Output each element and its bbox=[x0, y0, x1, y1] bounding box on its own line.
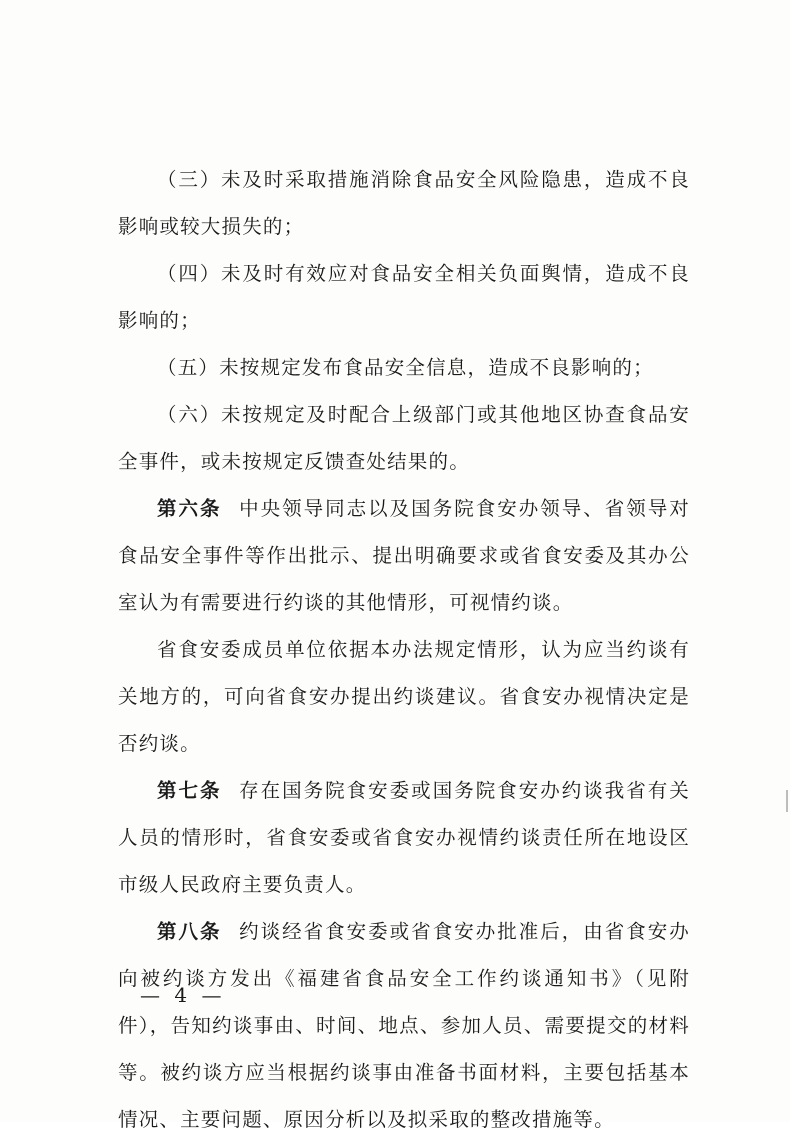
paragraph-text: 省食安委成员单位依据本办法规定情形，认为应当约谈有关地方的，可向省食安办提出约谈建议。省食安办视情决定是否约谈。 bbox=[118, 638, 690, 755]
article-7 bbox=[118, 767, 690, 908]
paragraph-text: 存在国务院食安委或国务院食安办约谈我省有关人员的情形时，省食安委或省食安办视情约谈责任所在地设区市级人民政府主要负责人。 bbox=[118, 779, 691, 896]
clause-3 bbox=[118, 156, 690, 250]
article-6 bbox=[118, 485, 690, 626]
paragraph-text: 中央领导同志以及国务院食安办领导、省领导对食品安全事件等作出批示、提出明确要求或省食安委及其办公室认为有需要进行约谈的其他情形，可视情约谈。 bbox=[118, 497, 691, 614]
clause-5 bbox=[118, 344, 690, 391]
clause-6 bbox=[118, 391, 690, 485]
paragraph-text: （六）未按规定及时配合上级部门或其他地区协查食品安全事件，或未按规定反馈查处结果的。 bbox=[118, 403, 690, 473]
article-title: 第七条 bbox=[157, 779, 222, 802]
page-number: — 4 — bbox=[140, 983, 226, 1007]
paragraph-text: 约谈经省食安委或省食安办批准后，由省食安办向被约谈方发出《福建省食品安全工作约谈通知书》（见附件），告知约谈事由、时间、地点、参加人员、需要提交的材料等。被约谈方应当根据约谈事由准备书面材料，主要包括基本情况、主要问题、原因分析以及拟采取的整改措施等。 bbox=[118, 920, 691, 1131]
article-6-paragraph-2 bbox=[118, 626, 690, 767]
article-title: 第六条 bbox=[157, 497, 222, 520]
article-title: 第八条 bbox=[157, 920, 222, 943]
paragraph-text: （五）未按规定发布食品安全信息，造成不良影响的； bbox=[157, 356, 654, 379]
paragraph-text: （三）未及时采取措施消除食品安全风险隐患，造成不良影响或较大损失的； bbox=[118, 168, 690, 238]
scan-edge-mark bbox=[786, 790, 788, 812]
paragraph-text: （四）未及时有效应对食品安全相关负面舆情，造成不良影响的； bbox=[118, 262, 690, 332]
clause-4 bbox=[118, 250, 690, 344]
article-8 bbox=[118, 908, 690, 1143]
